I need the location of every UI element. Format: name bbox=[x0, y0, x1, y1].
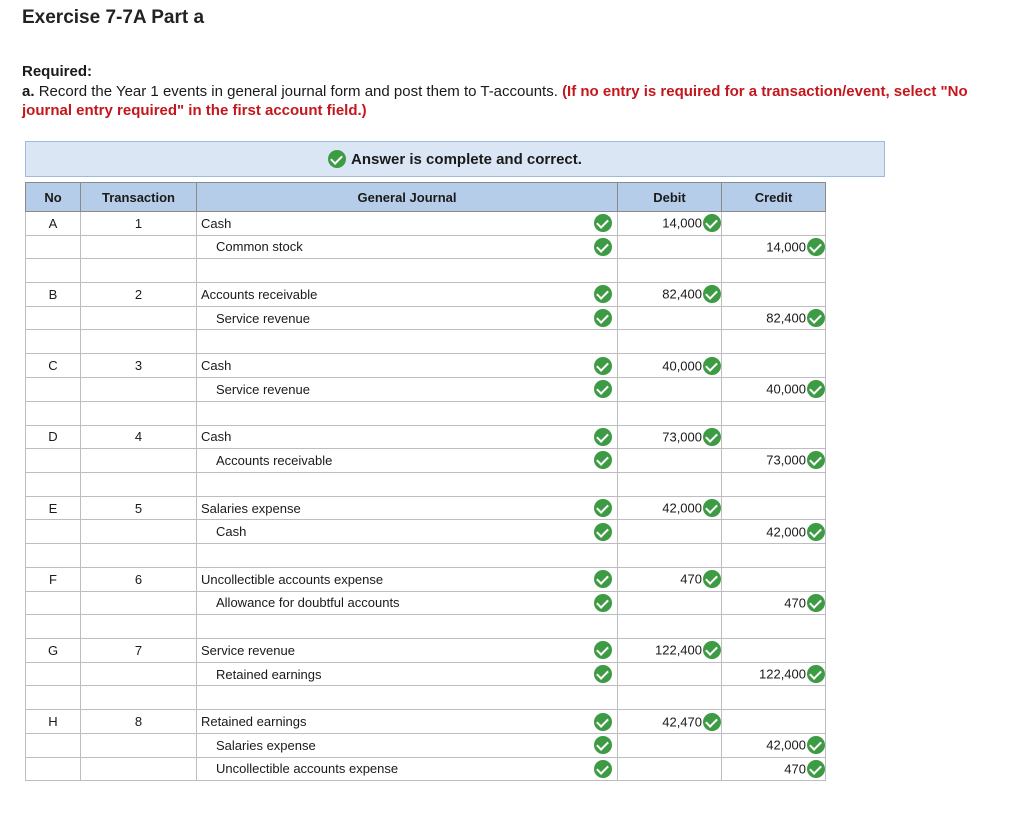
entry-no-cell bbox=[26, 235, 81, 259]
debit-field[interactable] bbox=[618, 567, 722, 591]
result-banner-text: Answer is complete and correct. bbox=[351, 150, 582, 168]
account-field[interactable] bbox=[197, 567, 618, 591]
credit-field[interactable] bbox=[722, 212, 826, 236]
instruction-text: Record the Year 1 events in general journal form and post them to T-accounts. bbox=[38, 83, 558, 100]
check-icon bbox=[594, 380, 612, 398]
entry-no-cell bbox=[26, 757, 81, 781]
credit-field[interactable] bbox=[722, 425, 826, 449]
empty-cell[interactable] bbox=[722, 543, 826, 567]
credit-amount: 470 bbox=[784, 761, 806, 777]
debit-field[interactable] bbox=[618, 520, 722, 544]
transaction-cell: 8 bbox=[81, 710, 197, 734]
debit-amount: 42,470 bbox=[662, 714, 702, 730]
blank-row bbox=[26, 401, 826, 425]
check-icon bbox=[703, 641, 721, 659]
empty-cell[interactable] bbox=[197, 472, 618, 496]
check-icon bbox=[703, 214, 721, 232]
table-row bbox=[26, 639, 826, 663]
check-icon bbox=[703, 428, 721, 446]
check-icon bbox=[807, 309, 825, 327]
empty-cell[interactable] bbox=[618, 615, 722, 639]
blank-row bbox=[26, 686, 826, 710]
credit-field[interactable] bbox=[722, 662, 826, 686]
credit-field[interactable] bbox=[722, 639, 826, 663]
credit-field[interactable] bbox=[722, 377, 826, 401]
check-icon bbox=[594, 357, 612, 375]
empty-cell[interactable] bbox=[618, 686, 722, 710]
empty-cell[interactable] bbox=[197, 543, 618, 567]
table-row bbox=[26, 520, 826, 544]
account-name: Service revenue bbox=[216, 381, 310, 397]
credit-field[interactable] bbox=[722, 733, 826, 757]
check-icon bbox=[594, 214, 612, 232]
empty-cell[interactable] bbox=[618, 401, 722, 425]
header-debit: Debit bbox=[618, 183, 722, 212]
empty-cell bbox=[81, 330, 197, 354]
table-row bbox=[26, 425, 826, 449]
transaction-cell bbox=[81, 591, 197, 615]
check-icon bbox=[594, 760, 612, 778]
credit-amount: 73,000 bbox=[766, 452, 806, 468]
account-name: Cash bbox=[201, 429, 232, 445]
table-row bbox=[26, 733, 826, 757]
transaction-cell: 5 bbox=[81, 496, 197, 520]
transaction-cell bbox=[81, 377, 197, 401]
debit-amount: 73,000 bbox=[662, 429, 702, 445]
check-icon bbox=[807, 736, 825, 754]
empty-cell[interactable] bbox=[618, 543, 722, 567]
header-transaction: Transaction bbox=[81, 183, 197, 212]
debit-field[interactable] bbox=[618, 449, 722, 473]
credit-amount: 14,000 bbox=[766, 239, 806, 255]
check-icon bbox=[703, 357, 721, 375]
check-icon bbox=[594, 594, 612, 612]
credit-amount: 122,400 bbox=[759, 666, 806, 682]
transaction-cell: 6 bbox=[81, 567, 197, 591]
credit-field[interactable] bbox=[722, 496, 826, 520]
credit-field[interactable] bbox=[722, 235, 826, 259]
check-icon bbox=[807, 523, 825, 541]
account-name: Uncollectible accounts expense bbox=[201, 571, 384, 587]
account-name: Cash bbox=[201, 215, 232, 231]
debit-field[interactable] bbox=[618, 496, 722, 520]
account-field[interactable] bbox=[197, 639, 618, 663]
debit-field[interactable] bbox=[618, 354, 722, 378]
blank-row bbox=[26, 615, 826, 639]
empty-cell[interactable] bbox=[722, 686, 826, 710]
entry-no-cell: G bbox=[26, 639, 81, 663]
check-icon bbox=[807, 665, 825, 683]
account-name: Salaries expense bbox=[201, 500, 301, 516]
check-icon bbox=[594, 428, 612, 446]
empty-cell bbox=[26, 543, 81, 567]
debit-field[interactable] bbox=[618, 283, 722, 307]
blank-row bbox=[26, 259, 826, 283]
account-field[interactable] bbox=[197, 212, 618, 236]
table-row bbox=[26, 449, 826, 473]
credit-field[interactable] bbox=[722, 354, 826, 378]
credit-field[interactable] bbox=[722, 710, 826, 734]
table-row bbox=[26, 710, 826, 734]
account-field[interactable] bbox=[197, 354, 618, 378]
check-icon bbox=[703, 713, 721, 731]
transaction-cell: 3 bbox=[81, 354, 197, 378]
debit-field[interactable] bbox=[618, 377, 722, 401]
table-row bbox=[26, 212, 826, 236]
credit-amount: 470 bbox=[784, 595, 806, 611]
account-field[interactable] bbox=[197, 662, 618, 686]
account-field[interactable] bbox=[197, 520, 618, 544]
transaction-cell: 7 bbox=[81, 639, 197, 663]
account-name: Cash bbox=[216, 524, 247, 540]
empty-cell bbox=[26, 330, 81, 354]
table-row bbox=[26, 567, 826, 591]
check-icon bbox=[594, 641, 612, 659]
account-name: Cash bbox=[201, 358, 232, 374]
check-icon bbox=[703, 285, 721, 303]
credit-amount: 42,000 bbox=[766, 524, 806, 540]
transaction-cell: 1 bbox=[81, 212, 197, 236]
transaction-cell bbox=[81, 733, 197, 757]
empty-cell[interactable] bbox=[618, 259, 722, 283]
empty-cell bbox=[81, 615, 197, 639]
check-icon bbox=[807, 380, 825, 398]
credit-field[interactable] bbox=[722, 591, 826, 615]
credit-amount: 42,000 bbox=[766, 737, 806, 753]
entry-no-cell bbox=[26, 449, 81, 473]
check-icon bbox=[594, 499, 612, 517]
transaction-cell bbox=[81, 520, 197, 544]
empty-cell[interactable] bbox=[197, 615, 618, 639]
transaction-cell: 4 bbox=[81, 425, 197, 449]
credit-amount: 40,000 bbox=[766, 381, 806, 397]
check-icon bbox=[807, 238, 825, 256]
entry-no-cell bbox=[26, 662, 81, 686]
account-field[interactable] bbox=[197, 591, 618, 615]
entry-no-cell bbox=[26, 591, 81, 615]
instruction bbox=[22, 82, 1012, 120]
table-row bbox=[26, 306, 826, 330]
account-name: Service revenue bbox=[216, 310, 310, 326]
account-name: Service revenue bbox=[201, 642, 295, 658]
entry-no-cell bbox=[26, 733, 81, 757]
credit-field[interactable] bbox=[722, 449, 826, 473]
debit-field[interactable] bbox=[618, 425, 722, 449]
debit-amount: 42,000 bbox=[662, 500, 702, 516]
debit-field[interactable] bbox=[618, 757, 722, 781]
transaction-cell bbox=[81, 306, 197, 330]
account-field[interactable] bbox=[197, 449, 618, 473]
transaction-cell bbox=[81, 757, 197, 781]
account-field[interactable] bbox=[197, 377, 618, 401]
debit-field[interactable] bbox=[618, 306, 722, 330]
debit-amount: 82,400 bbox=[662, 286, 702, 302]
account-name: Retained earnings bbox=[201, 714, 307, 730]
empty-cell[interactable] bbox=[722, 259, 826, 283]
account-name: Accounts receivable bbox=[201, 286, 318, 302]
empty-cell[interactable] bbox=[197, 401, 618, 425]
table-row bbox=[26, 235, 826, 259]
journal-body bbox=[26, 212, 826, 781]
account-field[interactable] bbox=[197, 306, 618, 330]
debit-field[interactable] bbox=[618, 710, 722, 734]
entry-no-cell: H bbox=[26, 710, 81, 734]
account-field[interactable] bbox=[197, 425, 618, 449]
required-label: Required: bbox=[22, 63, 93, 80]
check-icon bbox=[807, 594, 825, 612]
table-row bbox=[26, 377, 826, 401]
debit-amount: 122,400 bbox=[655, 642, 702, 658]
account-field[interactable] bbox=[197, 757, 618, 781]
table-row bbox=[26, 591, 826, 615]
debit-amount: 14,000 bbox=[662, 215, 702, 231]
empty-cell bbox=[26, 615, 81, 639]
credit-field[interactable] bbox=[722, 567, 826, 591]
debit-field[interactable] bbox=[618, 639, 722, 663]
entry-no-cell: F bbox=[26, 567, 81, 591]
blank-row bbox=[26, 330, 826, 354]
credit-field[interactable] bbox=[722, 520, 826, 544]
table-row bbox=[26, 283, 826, 307]
check-icon bbox=[703, 570, 721, 588]
table-row bbox=[26, 496, 826, 520]
empty-cell bbox=[81, 472, 197, 496]
account-name: Uncollectible accounts expense bbox=[216, 761, 399, 777]
transaction-cell bbox=[81, 235, 197, 259]
result-banner bbox=[25, 141, 885, 177]
page-title: Exercise 7-7A Part a bbox=[22, 7, 205, 28]
account-name: Common stock bbox=[216, 239, 303, 255]
account-field[interactable] bbox=[197, 283, 618, 307]
instruction-note: (If no entry is required for a transaction/event, select "No journal entry required" in the first account field.) bbox=[22, 83, 968, 119]
account-name: Accounts receivable bbox=[216, 452, 333, 468]
account-name: Allowance for doubtful accounts bbox=[216, 595, 400, 611]
entry-no-cell bbox=[26, 306, 81, 330]
instruction-prefix: a. bbox=[22, 83, 35, 100]
transaction-cell bbox=[81, 662, 197, 686]
empty-cell[interactable] bbox=[722, 330, 826, 354]
empty-cell[interactable] bbox=[197, 686, 618, 710]
debit-field[interactable] bbox=[618, 733, 722, 757]
table-row bbox=[26, 662, 826, 686]
credit-field[interactable] bbox=[722, 757, 826, 781]
empty-cell[interactable] bbox=[618, 472, 722, 496]
header-credit: Credit bbox=[722, 183, 826, 212]
entry-no-cell bbox=[26, 520, 81, 544]
check-icon bbox=[594, 285, 612, 303]
check-icon bbox=[594, 736, 612, 754]
account-field[interactable] bbox=[197, 235, 618, 259]
empty-cell[interactable] bbox=[722, 472, 826, 496]
check-icon bbox=[594, 523, 612, 541]
empty-cell[interactable] bbox=[197, 259, 618, 283]
check-icon bbox=[807, 760, 825, 778]
check-icon bbox=[703, 499, 721, 517]
empty-cell bbox=[81, 401, 197, 425]
blank-row bbox=[26, 472, 826, 496]
debit-amount: 470 bbox=[680, 571, 702, 587]
check-icon bbox=[594, 309, 612, 327]
check-icon bbox=[594, 713, 612, 731]
empty-cell[interactable] bbox=[197, 330, 618, 354]
entry-no-cell: C bbox=[26, 354, 81, 378]
credit-amount: 82,400 bbox=[766, 310, 806, 326]
blank-row bbox=[26, 543, 826, 567]
debit-amount: 40,000 bbox=[662, 358, 702, 374]
empty-cell bbox=[81, 259, 197, 283]
check-icon bbox=[594, 570, 612, 588]
empty-cell bbox=[81, 543, 197, 567]
entry-no-cell: D bbox=[26, 425, 81, 449]
debit-field[interactable] bbox=[618, 662, 722, 686]
empty-cell bbox=[81, 686, 197, 710]
account-field[interactable] bbox=[197, 496, 618, 520]
table-header-row bbox=[26, 183, 826, 212]
entry-no-cell bbox=[26, 377, 81, 401]
entry-no-cell: A bbox=[26, 212, 81, 236]
empty-cell[interactable] bbox=[722, 401, 826, 425]
account-field[interactable] bbox=[197, 733, 618, 757]
check-icon bbox=[807, 451, 825, 469]
check-icon bbox=[328, 150, 346, 168]
empty-cell[interactable] bbox=[722, 615, 826, 639]
empty-cell bbox=[26, 259, 81, 283]
check-icon bbox=[594, 665, 612, 683]
empty-cell[interactable] bbox=[618, 330, 722, 354]
entry-no-cell: B bbox=[26, 283, 81, 307]
check-icon bbox=[594, 238, 612, 256]
credit-field[interactable] bbox=[722, 306, 826, 330]
entry-no-cell: E bbox=[26, 496, 81, 520]
header-general-journal: General Journal bbox=[197, 183, 618, 212]
table-row bbox=[26, 354, 826, 378]
empty-cell bbox=[26, 686, 81, 710]
empty-cell bbox=[26, 472, 81, 496]
credit-field[interactable] bbox=[722, 283, 826, 307]
debit-field[interactable] bbox=[618, 235, 722, 259]
header-no: No bbox=[26, 183, 81, 212]
account-name: Salaries expense bbox=[216, 737, 316, 753]
table-row bbox=[26, 757, 826, 781]
account-name: Retained earnings bbox=[216, 666, 322, 682]
debit-field[interactable] bbox=[618, 212, 722, 236]
general-journal-table bbox=[25, 182, 826, 781]
account-field[interactable] bbox=[197, 710, 618, 734]
empty-cell bbox=[26, 401, 81, 425]
transaction-cell: 2 bbox=[81, 283, 197, 307]
check-icon bbox=[594, 451, 612, 469]
debit-field[interactable] bbox=[618, 591, 722, 615]
transaction-cell bbox=[81, 449, 197, 473]
